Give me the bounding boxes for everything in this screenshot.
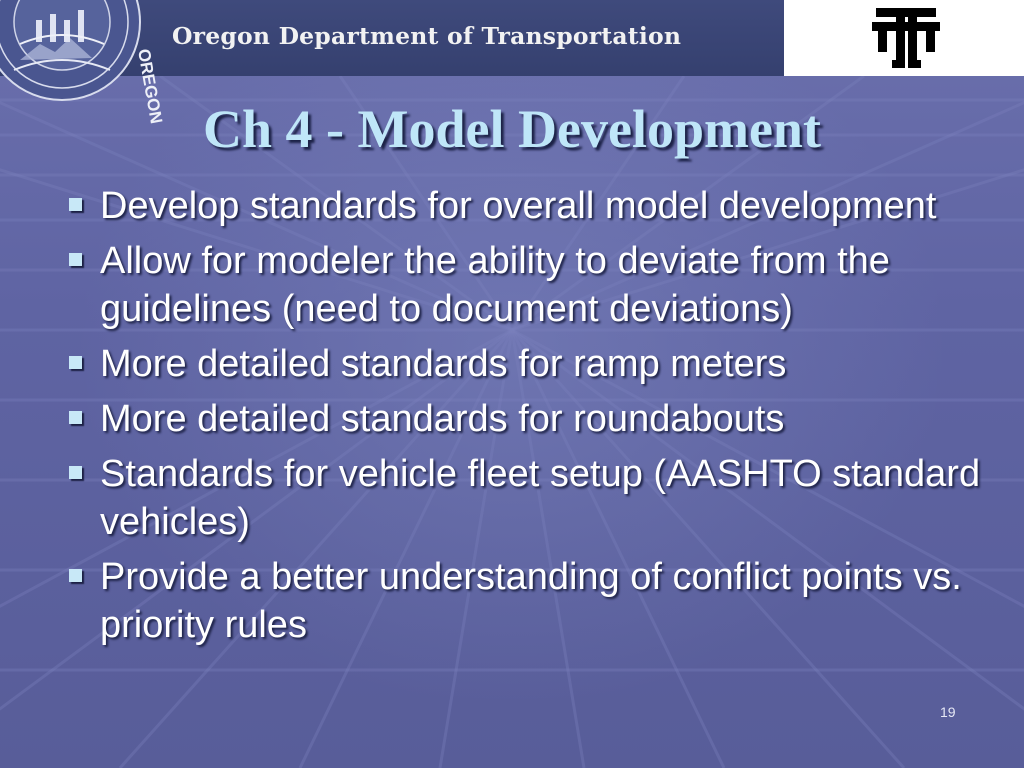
page-number: 19 <box>940 704 956 720</box>
odot-logo-icon <box>870 4 942 72</box>
slide-title: Ch 4 - Model Development <box>203 99 821 159</box>
bullet-text: Develop standards for overall model development <box>100 185 937 227</box>
bullet-item <box>62 182 1017 230</box>
square-bullet-icon <box>69 356 82 369</box>
square-bullet-icon <box>69 466 82 479</box>
square-bullet-icon <box>69 198 82 211</box>
bullet-item <box>62 340 1017 388</box>
bullet-item <box>62 237 1017 333</box>
bullet-text: Standards for vehicle fleet setup (AASHTO standard vehicles) <box>100 453 981 543</box>
bullet-item <box>62 553 1017 649</box>
bullet-text: Provide a better understanding of conflict points vs. priority rules <box>100 556 962 646</box>
square-bullet-icon <box>69 253 82 266</box>
bullet-item <box>62 395 1017 443</box>
bullet-text: Allow for modeler the ability to deviate from the guidelines (need to document deviations) <box>100 240 890 330</box>
bullet-item <box>62 450 1017 546</box>
square-bullet-icon <box>69 569 82 582</box>
square-bullet-icon <box>69 411 82 424</box>
svg-text:OREGON: OREGON <box>134 47 166 126</box>
agency-name: Oregon Department of Transportation <box>172 22 682 50</box>
odot-logo-box <box>784 0 1024 76</box>
bullet-text: More detailed standards for ramp meters <box>100 343 787 385</box>
bullet-text: More detailed standards for roundabouts <box>100 398 785 440</box>
header-banner <box>0 0 1024 126</box>
bullet-list <box>62 182 1017 656</box>
oregon-state-seal-icon <box>0 0 166 126</box>
